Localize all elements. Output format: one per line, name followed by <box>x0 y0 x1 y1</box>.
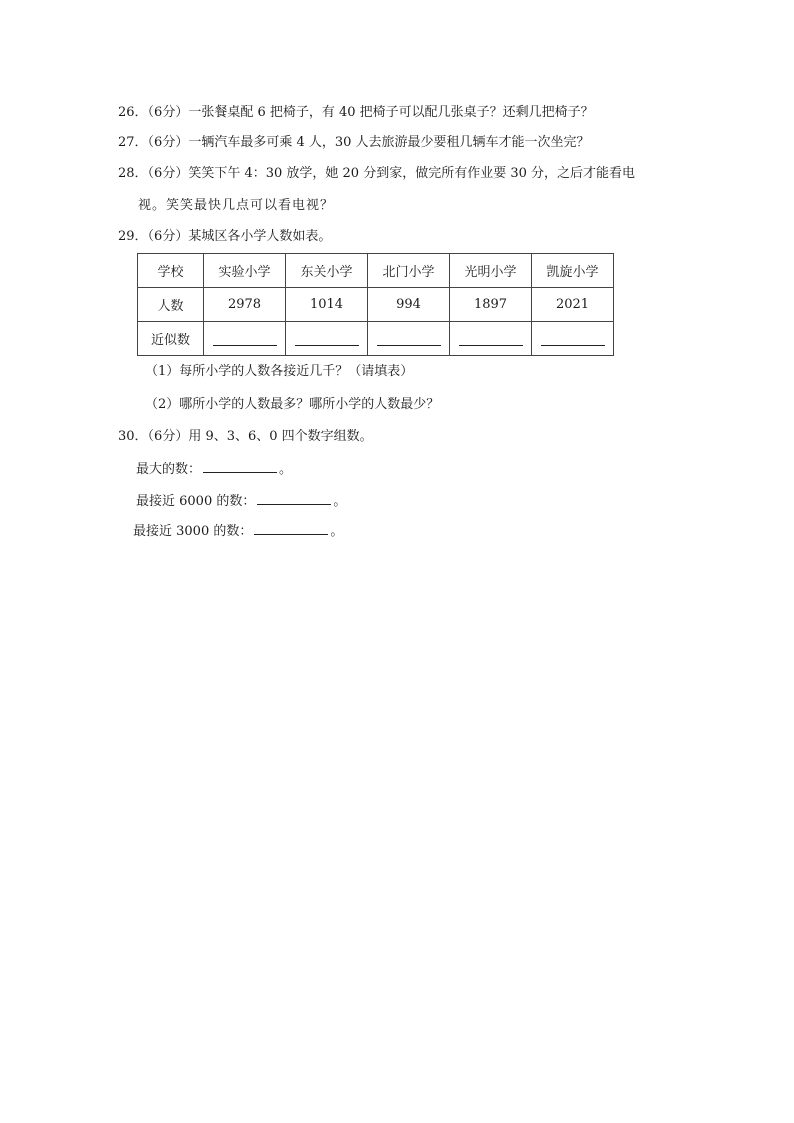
fill-label: 最接近 3000 的数： <box>133 524 253 539</box>
question-29-part-1: （1）每所小学的人数各接近几千？（请填表） <box>145 364 414 379</box>
table-cell-count: 994 <box>368 288 450 322</box>
question-26: 26．（6分）一张餐桌配 6 把椅子，有 40 把椅子可以配几张桌子？还剩几把椅子？ <box>118 105 594 120</box>
table-approx-row <box>138 322 614 356</box>
fill-label: 最大的数： <box>136 462 202 477</box>
answer-blank[interactable] <box>459 331 523 346</box>
school-population-table <box>137 253 614 356</box>
table-cell-count: 2021 <box>532 288 614 322</box>
answer-blank-cell[interactable] <box>286 322 368 356</box>
question-30: 30．（6分）用 9、3、6、0 四个数字组数。 <box>118 429 373 444</box>
table-count-row <box>138 288 614 322</box>
table-header-cell: 实验小学 <box>204 254 286 288</box>
fill-period: 。 <box>333 494 347 509</box>
table-header-row <box>138 254 614 288</box>
fill-period: 。 <box>330 524 344 539</box>
fill-period: 。 <box>279 462 293 477</box>
answer-blank-cell[interactable] <box>204 322 286 356</box>
fill-closest-6000 <box>136 491 346 511</box>
question-28-continuation: 视。笑笑最快几点可以看电视？ <box>138 198 335 213</box>
answer-blank-cell[interactable] <box>368 322 450 356</box>
answer-blank[interactable] <box>213 331 277 346</box>
answer-blank[interactable] <box>295 331 359 346</box>
fill-largest-number <box>136 459 292 479</box>
answer-blank[interactable] <box>254 521 328 535</box>
table-header-cell: 光明小学 <box>450 254 532 288</box>
table-header-cell: 北门小学 <box>368 254 450 288</box>
question-29-part-2: （2）哪所小学的人数最多？哪所小学的人数最少？ <box>145 397 440 412</box>
question-28: 28．（6分）笑笑下午 4：30 放学，她 20 分到家，做完所有作业要 30 分，之后才能看电 <box>118 166 636 181</box>
question-29: 29．（6分）某城区各小学人数如表。 <box>118 229 332 244</box>
table-row-label: 人数 <box>138 288 204 322</box>
table-header-cell: 东关小学 <box>286 254 368 288</box>
answer-blank[interactable] <box>203 459 277 473</box>
table-header-cell: 凯旋小学 <box>532 254 614 288</box>
table-row-label: 近似数 <box>138 322 204 356</box>
table-header-cell: 学校 <box>138 254 204 288</box>
question-27: 27．（6分）一辆汽车最多可乘 4 人，30 人去旅游最少要租几辆车才能一次坐完？ <box>118 135 590 150</box>
table-cell-count: 1897 <box>450 288 532 322</box>
answer-blank[interactable] <box>377 331 441 346</box>
answer-blank-cell[interactable] <box>532 322 614 356</box>
answer-blank[interactable] <box>257 491 331 505</box>
fill-closest-3000 <box>133 521 343 541</box>
table-cell-count: 1014 <box>286 288 368 322</box>
fill-label: 最接近 6000 的数： <box>136 494 256 509</box>
answer-blank-cell[interactable] <box>450 322 532 356</box>
answer-blank[interactable] <box>541 331 605 346</box>
table-cell-count: 2978 <box>204 288 286 322</box>
